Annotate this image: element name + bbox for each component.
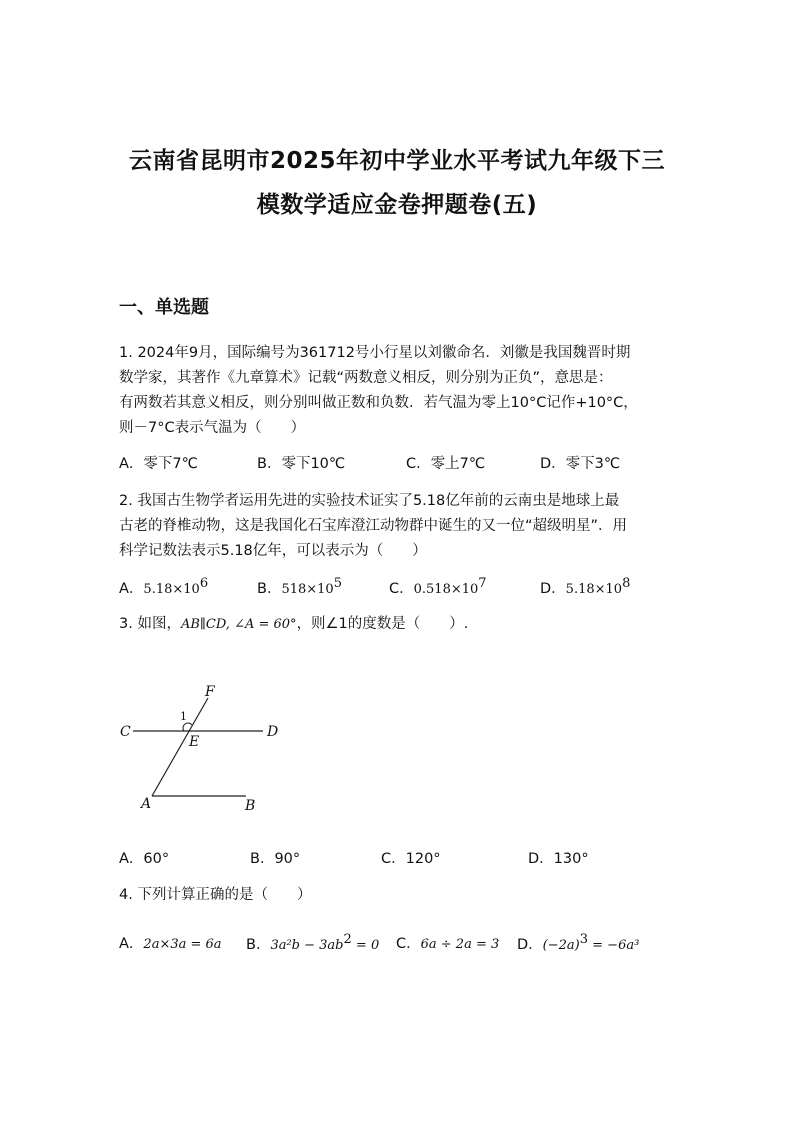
option-expression: 6a ÷ 2a = 3 <box>420 937 500 952</box>
option-exponent: 6 <box>199 576 209 591</box>
option-expression: 2a×3a = 6a <box>143 937 222 952</box>
question-1-options <box>119 452 719 474</box>
label-c: C <box>120 724 131 740</box>
option-label: B． <box>257 581 282 597</box>
question-2-line-2: 古老的脊椎动物，这是我国化石宝库澄江动物群中诞生的又一位“超级明星”．用 <box>119 518 628 534</box>
question-2-options <box>119 576 719 598</box>
label-f: F <box>205 684 215 700</box>
option-label: B． <box>246 937 271 953</box>
option-exponent: 2 <box>343 932 352 947</box>
question-2 <box>119 489 689 564</box>
option-label: C． <box>389 581 414 597</box>
option-exponent: 7 <box>478 576 487 591</box>
option-d: D．零下3℃ <box>540 456 621 472</box>
document-title-line-2: 模数学适应金卷押题卷(五) <box>256 192 538 218</box>
angle-1-label: 1 <box>180 710 187 723</box>
question-1 <box>119 341 689 441</box>
document-title-line-1: 云南省昆明市2025年初中学业水平考试九年级下三 <box>128 148 665 174</box>
question-1-line-3: 有两数若其意义相反，则分别叫做正数和负数．若气温为零上10°C记作+10°C， <box>119 395 638 411</box>
option-d <box>517 932 639 954</box>
option-a: A．零下7℃ <box>119 456 198 472</box>
option-b: B．零下10℃ <box>257 456 346 472</box>
option-label: A． <box>119 936 144 952</box>
option-expression-tail: = −6a³ <box>588 938 640 953</box>
question-2-line-1: 2. 我国古生物学者运用先进的实验技术证实了5.18亿年前的云南虫是地球上最 <box>119 493 620 509</box>
question-4-stem: 4. 下列计算正确的是（ ） <box>119 887 312 903</box>
section-heading: 一、单选题 <box>119 297 209 318</box>
label-e: E <box>189 734 200 750</box>
option-d <box>540 576 630 598</box>
option-label: A． <box>119 581 144 597</box>
angle-1-arc <box>183 723 192 731</box>
option-c: C．120° <box>381 851 441 867</box>
option-exponent: 3 <box>579 932 589 947</box>
question-4 <box>119 883 689 908</box>
question-1-line-4: 则－7°C表示气温为（ ） <box>119 420 306 436</box>
option-b <box>246 932 379 954</box>
option-c <box>389 576 487 598</box>
question-3-prefix: 3. 如图， <box>119 616 181 632</box>
question-1-line-2: 数学家，其著作《九章算术》记载“两数意义相反，则分别为正负”，意思是： <box>119 370 613 386</box>
question-4-options <box>119 932 719 954</box>
option-label: D． <box>540 581 566 597</box>
question-2-line-3: 科学记数法表示5.18亿年，可以表示为（ ） <box>119 543 427 559</box>
option-a <box>119 576 208 598</box>
option-expression: 0.518×10 <box>413 582 479 597</box>
option-expression: 3a²b − 3ab <box>270 938 344 953</box>
label-d: D <box>267 724 279 740</box>
option-expression: 5.18×10 <box>143 582 200 597</box>
option-expression: (−2a) <box>542 938 580 953</box>
label-b: B <box>245 798 256 814</box>
option-exponent: 8 <box>622 576 631 591</box>
question-3-options <box>119 847 719 869</box>
question-1-line-1: 1. 2024年9月，国际编号为361712号小行星以刘徽命名．刘徽是我国魏晋时期 <box>119 345 631 361</box>
option-label: D． <box>517 937 543 953</box>
question-3-suffix: ，则∠1的度数是（ ）. <box>296 616 469 632</box>
option-b <box>257 576 342 598</box>
option-c: C．零上7℃ <box>406 456 486 472</box>
option-a <box>119 932 222 953</box>
option-b: B．90° <box>250 851 301 867</box>
label-a: A <box>141 796 152 812</box>
option-exponent: 5 <box>333 576 342 591</box>
option-a: A．60° <box>119 851 170 867</box>
question-3 <box>119 612 689 637</box>
option-d: D．130° <box>528 851 589 867</box>
parallel-lines-figure <box>115 680 295 820</box>
option-expression-tail: = 0 <box>351 938 380 953</box>
option-expression: 518×10 <box>281 582 334 597</box>
option-expression: 5.18×10 <box>565 582 623 597</box>
option-label: C． <box>396 936 421 952</box>
option-c <box>396 932 499 953</box>
question-3-condition: AB∥CD, ∠A = 60° <box>180 617 297 632</box>
